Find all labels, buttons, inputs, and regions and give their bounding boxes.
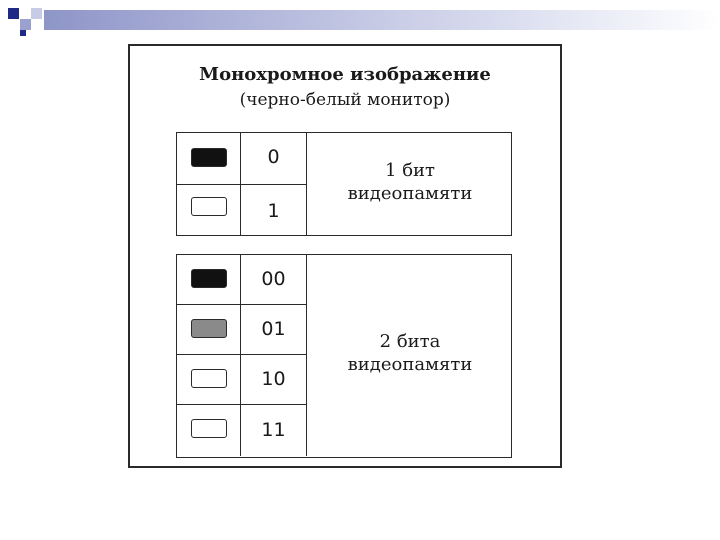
two-bit-table [176, 254, 512, 458]
decor-gradient-bar [44, 10, 720, 30]
swatch-cell [177, 185, 241, 235]
memory-description [309, 330, 511, 376]
decor-square [20, 19, 31, 30]
decor-square [31, 8, 42, 19]
table-row [177, 133, 307, 185]
color-swatch [191, 197, 227, 216]
bit-code: 0 [241, 133, 307, 184]
table-row [177, 405, 307, 456]
figure-subtitle: (черно-белый монитор) [239, 90, 451, 110]
description-line: 1 бит [385, 160, 435, 181]
bit-code: 10 [241, 355, 307, 404]
monochrome-figure [128, 44, 562, 468]
memory-description [309, 159, 511, 205]
color-swatch [191, 369, 227, 388]
slide-header-decoration [0, 0, 720, 40]
swatch-cell [177, 405, 241, 456]
bit-code: 00 [241, 255, 307, 304]
swatch-cell [177, 305, 241, 354]
swatch-cell [177, 133, 241, 184]
table-row [177, 255, 307, 305]
bit-code: 1 [241, 185, 307, 235]
description-line: 2 бита [379, 331, 441, 352]
swatch-cell [177, 255, 241, 304]
bit-code: 01 [241, 305, 307, 354]
decor-square [8, 8, 19, 19]
color-swatch [191, 319, 227, 338]
swatch-cell [177, 355, 241, 404]
one-bit-table [176, 132, 512, 236]
color-swatch [191, 419, 227, 438]
color-swatch [191, 269, 227, 288]
table-row [177, 355, 307, 405]
bit-code: 11 [241, 405, 307, 456]
figure-title: Монохромное изображение [199, 64, 491, 85]
color-swatch [191, 148, 227, 167]
decor-square [20, 30, 26, 36]
description-line: видеопамяти [347, 183, 473, 204]
description-line: видеопамяти [347, 354, 473, 375]
table-row [177, 305, 307, 355]
table-row [177, 185, 307, 235]
